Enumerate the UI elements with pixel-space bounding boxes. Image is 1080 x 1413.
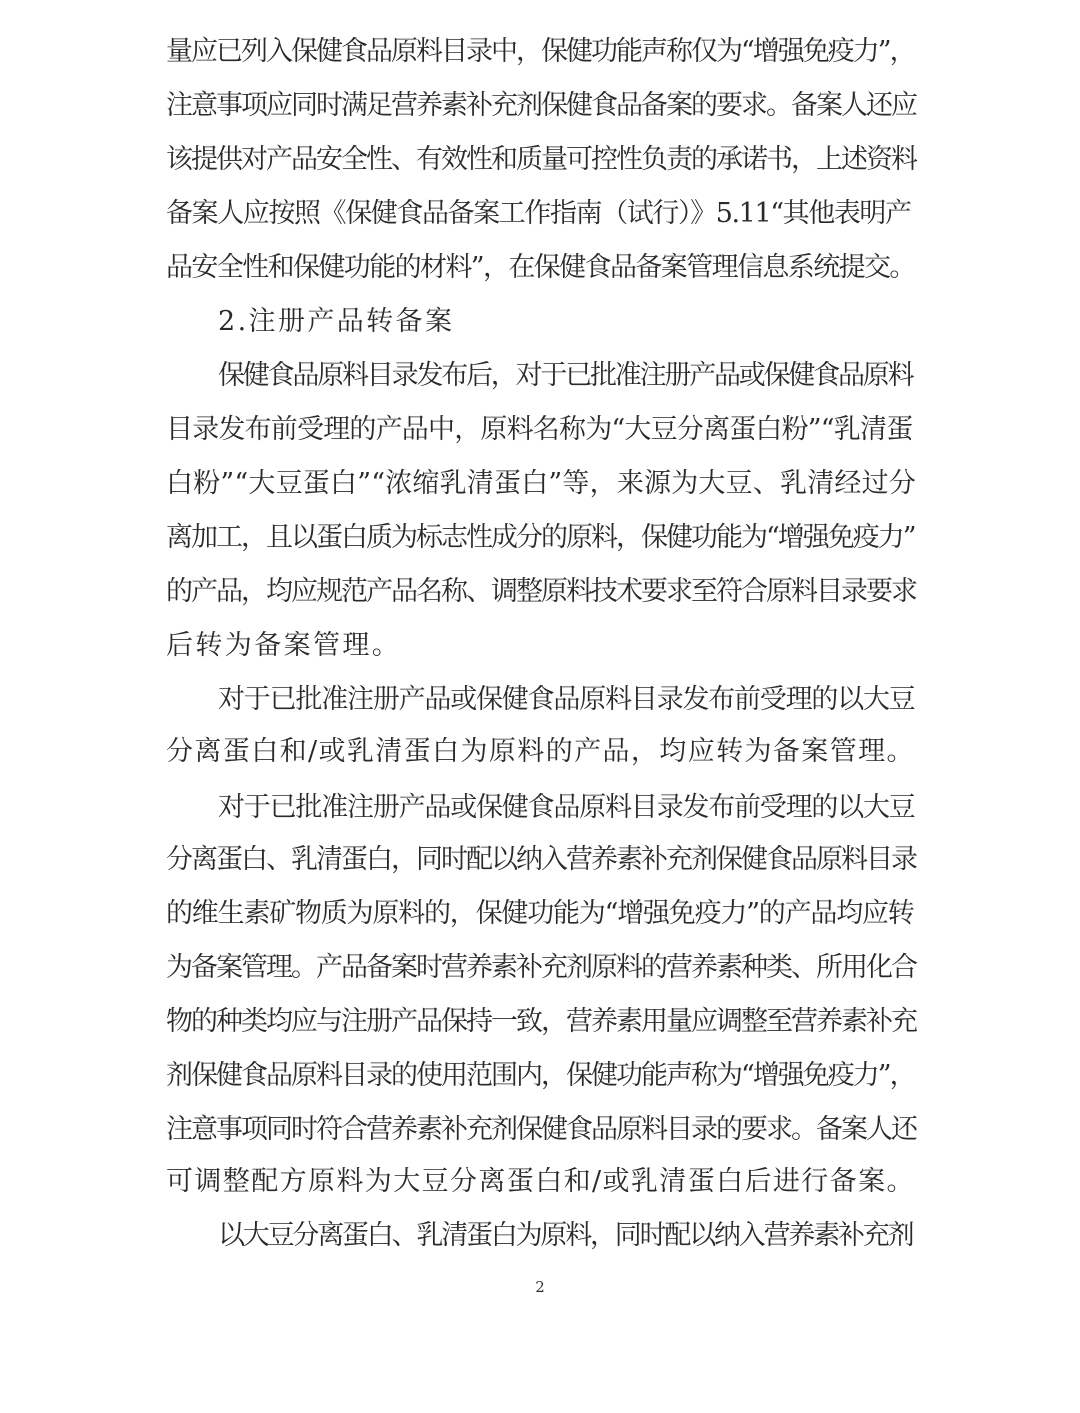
text-line: 分离蛋白、乳清蛋白，同时配以纳入营养素补充剂保健食品原料目录 <box>166 844 916 875</box>
text-line: 对于已批准注册产品或保健食品原料目录发布前受理的以大豆 <box>218 792 915 823</box>
text-line: 分离蛋白和/或乳清蛋白为原料的产品，均应转为备案管理。 <box>166 736 915 767</box>
text-line: 后转为备案管理。 <box>166 630 402 661</box>
text-line: 物的种类均应与注册产品保持一致，营养素用量应调整至营养素补充 <box>166 1006 916 1037</box>
text-line: 以大豆分离蛋白、乳清蛋白为原料，同时配以纳入营养素补充剂 <box>218 1220 913 1251</box>
text-line: 离加工，且以蛋白质为标志性成分的原料，保健功能为“增强免疫力” <box>166 522 915 553</box>
text-line: 量应已列入保健食品原料目录中，保健功能声称仅为“增强免疫力”， <box>166 36 915 67</box>
page-number: 2 <box>535 1278 545 1296</box>
text-line: 注意事项应同时满足营养素补充剂保健食品备案的要求。备案人还应 <box>166 90 916 121</box>
text-line: 备案人应按照《保健食品备案工作指南（试行）》5.11“其他表明产 <box>166 198 911 229</box>
text-line: 的维生素矿物质为原料的，保健功能为“增强免疫力”的产品均应转 <box>166 898 914 929</box>
section-heading: 2.注册产品转备案 <box>218 306 455 337</box>
text-line: 该提供对产品安全性、有效性和质量可控性负责的承诺书，上述资料 <box>166 144 916 175</box>
text-line: 可调整配方原料为大豆分离蛋白和/或乳清蛋白后进行备案。 <box>166 1166 915 1197</box>
text-line: 剂保健食品原料目录的使用范围内，保健功能声称为“增强免疫力”， <box>166 1060 915 1091</box>
text-line: 对于已批准注册产品或保健食品原料目录发布前受理的以大豆 <box>218 684 915 715</box>
text-line: 白粉”“大豆蛋白”“浓缩乳清蛋白”等，来源为大豆、乳清经过分 <box>166 468 917 499</box>
text-line: 品安全性和保健功能的材料”，在保健食品备案管理信息系统提交。 <box>166 252 915 283</box>
text-line: 注意事项同时符合营养素补充剂保健食品原料目录的要求。备案人还 <box>166 1114 916 1145</box>
text-line: 为备案管理。产品备案时营养素补充剂原料的营养素种类、所用化合 <box>166 952 916 983</box>
text-line: 保健食品原料目录发布后，对于已批准注册产品或保健食品原料 <box>218 360 913 391</box>
text-line: 目录发布前受理的产品中，原料名称为“大豆分离蛋白粉”“乳清蛋 <box>166 414 913 445</box>
text-line: 的产品，均应规范产品名称、调整原料技术要求至符合原料目录要求 <box>166 576 916 607</box>
